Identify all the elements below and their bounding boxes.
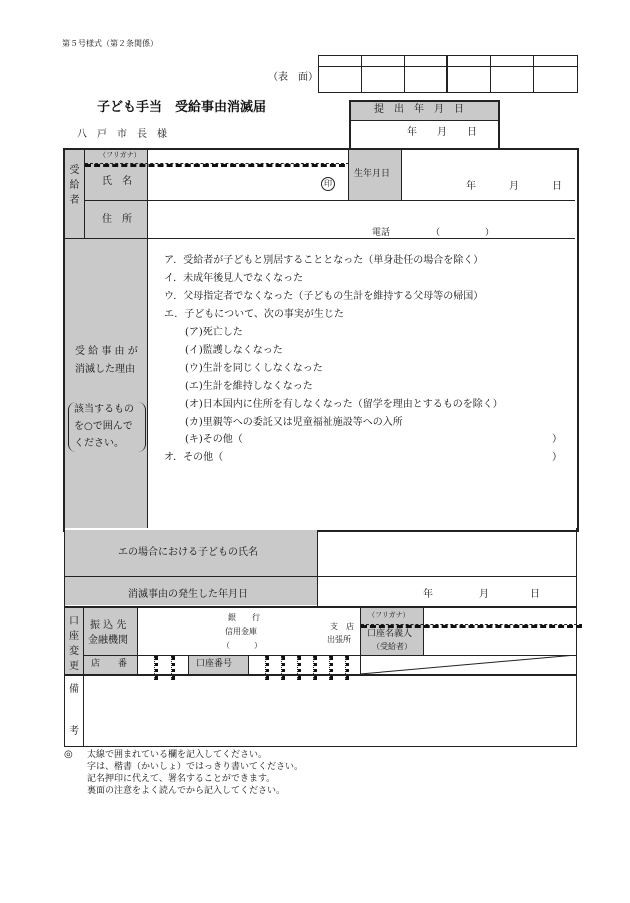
- office-label: 出張所: [327, 635, 351, 644]
- note-line-3: 記名押印に代えて、署名することができます。: [87, 774, 276, 784]
- child-name-field[interactable]: [318, 530, 574, 576]
- address-label: 住 所: [102, 214, 132, 225]
- birth-day: 日: [552, 181, 562, 192]
- note-line-2: 字は、楷書（かいしょ）ではっきり書いてください。: [87, 762, 304, 772]
- holder-sub-label: （受給者）: [372, 642, 412, 651]
- remarks-label-top: 備: [69, 684, 79, 695]
- reason-subitem-i[interactable]: (イ)監護しなくなった: [185, 345, 283, 356]
- child-name-label: エの場合における子どもの氏名: [118, 547, 258, 558]
- bank-label-cell: [84, 608, 137, 655]
- reason-subitem-ki[interactable]: (キ)その他（: [185, 434, 243, 445]
- addressee: 八 戸 市 長 様: [77, 129, 167, 140]
- note-line-4: 裏面の注意をよく読んでから記入してください。: [87, 786, 286, 796]
- bank-type-credit: 信用金庫: [225, 627, 257, 636]
- reason-subitem-e[interactable]: (エ)生計を維持しなくなった: [185, 381, 313, 392]
- reason-label-line1: 受 給 事 由 が: [75, 346, 138, 357]
- shop-number-label: 店 番: [91, 659, 128, 669]
- birth-label: 生年月日: [354, 169, 391, 179]
- reason-note-line1: 該当するもの: [74, 404, 134, 415]
- recipient-section-label: 受給者: [69, 165, 80, 206]
- notes-mark: ◎: [64, 749, 73, 760]
- branch-label: 支 店: [330, 622, 354, 631]
- name-label: 氏 名: [102, 176, 132, 187]
- name-field[interactable]: [148, 164, 348, 200]
- remarks-field[interactable]: [84, 676, 575, 745]
- submission-date-label: 提 出 年 月 日: [374, 104, 464, 115]
- remarks-label-bottom: 考: [69, 726, 79, 737]
- shop-number-field[interactable]: [138, 656, 188, 674]
- birth-date-field[interactable]: [402, 151, 574, 199]
- reason-item-u[interactable]: ウ．父母指定者でなくなった（子どもの生計を維持する父母等の帰国）: [164, 291, 484, 302]
- front-side-label: （表 面）: [268, 72, 318, 83]
- form-number: 第５号様式（第２条関係）: [62, 39, 158, 48]
- bank-label-line1: 振 込 先: [90, 620, 127, 631]
- birth-year: 年: [466, 181, 476, 192]
- reason-item-o-close: ）: [552, 452, 562, 463]
- holder-label: 口座名義人: [367, 629, 413, 639]
- address-field[interactable]: [148, 201, 574, 237]
- office-use-grid: [318, 55, 578, 93]
- occurrence-label: 消滅事由の発生した年月日: [128, 589, 248, 600]
- reason-subitem-ka[interactable]: (カ)里親等への委託又は児童福祉施設等への入所: [185, 417, 403, 428]
- seal-mark: 印: [321, 177, 335, 191]
- holder-furigana-label: （フリガナ）: [368, 611, 410, 619]
- form-title: 子ども手当 受給事由消滅届: [97, 100, 267, 115]
- phone-paren: （ ）: [431, 228, 495, 238]
- holder-name-field[interactable]: [424, 625, 575, 655]
- reason-label-line2: 消滅した理由: [75, 364, 135, 375]
- reason-item-i[interactable]: イ．未成年後見人でなくなった: [164, 273, 304, 284]
- note-line-1: 太線で囲まれている欄を記入してください。: [87, 750, 268, 760]
- furigana-label: （フリガナ）: [99, 151, 141, 159]
- birth-month: 月: [509, 181, 519, 192]
- reason-label-cell: [65, 239, 147, 528]
- occurrence-month: 月: [479, 589, 489, 600]
- reason-item-e[interactable]: エ．子どもについて、次の事実が生じた: [164, 309, 344, 320]
- account-section-label: 口座変更: [69, 616, 79, 672]
- bank-type-bank: 銀 行: [228, 613, 260, 622]
- reason-subitem-ki-close: ）: [552, 434, 562, 445]
- reason-note-line3: ください。: [74, 438, 124, 449]
- reason-note-line2: を○で囲んで: [74, 421, 133, 432]
- submission-date-value: 年 月 日: [407, 127, 477, 138]
- reason-subitem-u[interactable]: (ウ)生計を同じくしなくなった: [185, 363, 323, 374]
- phone-label: 電話: [372, 228, 391, 238]
- bank-label-line2: 金融機関: [88, 635, 128, 646]
- reason-item-o[interactable]: オ．その他（: [164, 452, 224, 463]
- reason-item-a[interactable]: ア．受給者が子どもと別居することとなった（単身赴任の場合を除く）: [164, 255, 484, 266]
- occurrence-year: 年: [423, 589, 433, 600]
- diagonal-strike: [360, 655, 576, 675]
- reason-subitem-a[interactable]: (ア)死亡した: [185, 327, 243, 338]
- reason-subitem-o[interactable]: (オ)日本国内に住所を有しなくなった（留学を理由とするものを除く）: [185, 399, 503, 410]
- account-number-label: 口座番号: [196, 659, 233, 669]
- occurrence-day: 日: [530, 589, 540, 600]
- bank-type-paren: （ ）: [222, 641, 262, 650]
